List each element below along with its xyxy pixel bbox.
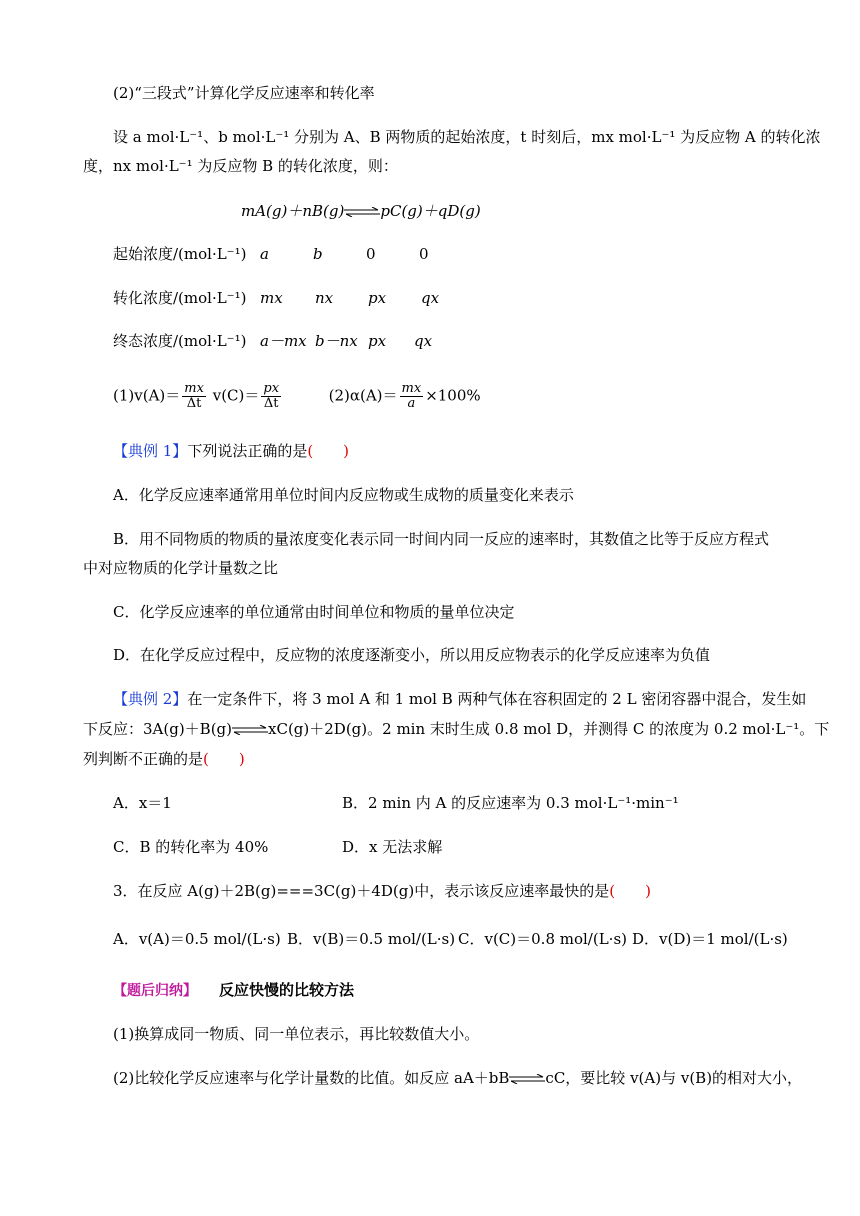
fraction: $\frac{mx}{\Delta t}$ [184,381,204,411]
row-label-converted: 转化浓度/(mol·L⁻¹) [113,289,247,307]
table-cell: 0 [419,245,429,263]
summary-point-2: (2)比较化学反应速率与化学计量数的比值。如反应 aA＋bB cC，要比较 v(A)与 v(B)的相对大小， [113,1069,803,1087]
example-1-option-b: B．用不同物质的物质的量浓度变化表示同一时间内同一反应的速率时，其数值之比等于反应方程式 [113,530,770,548]
table-cell: a [260,245,269,263]
table-cell: nx [315,289,334,307]
example-2-line-1: 【典例 2】在一定条件下，将 3 mol A 和 1 mol B 两种气体在容积固定的 2 L 密闭容器中混合，发生如 [113,690,807,708]
example-2-option-c: C．B 的转化率为 40% [113,838,269,856]
summary-tag: 【题后归纳】 [113,983,197,999]
equation-right: pC(g)＋qD(g) [380,202,481,220]
answer-paren: ( ) [203,750,245,768]
table-cell: b [313,245,323,263]
table-cell: px [368,289,387,307]
table-cell: mx [260,289,283,307]
formula-3-suffix: ×100% [425,386,481,405]
example-2-option-b: B．2 min 内 A 的反应速率为 0.3 mol·L⁻¹·min⁻¹ [342,794,679,812]
intro-line-2: 度，nx mol·L⁻¹ 为反应物 B 的转化浓度，则： [83,157,398,175]
example-1-option-a: A．化学反应速率通常用单位时间内反应物或生成物的质量变化来表示 [113,486,574,504]
example-2-option-a: A．x＝1 [113,794,172,812]
table-cell: b－nx [315,332,358,350]
formula-1-prefix: (1)v(A)＝ [113,386,181,405]
question-3: 3．在反应 A(g)＋2B(g)===3C(g)＋4D(g)中，表示该反应速率最快的是( ) [113,882,651,900]
equilibrium-arrow-icon [509,1074,545,1084]
example-1-option-d: D．在化学反应过程中，反应物的浓度逐渐变小，所以用反应物表示的化学反应速率为负值 [113,646,711,664]
equilibrium-arrow-icon [344,207,380,217]
question-3-option-a: A．v(A)＝0.5 mol/(L·s) [113,930,281,948]
summary-point-1: (1)换算成同一物质、同一单位表示，再比较数值大小。 [113,1025,480,1043]
example-1-option-c: C．化学反应速率的单位通常由时间单位和物质的量单位决定 [113,603,515,621]
equation-left: mA(g)＋nB(g) [241,202,345,220]
example-2-line-3: 列判断不正确的是( ) [83,750,245,768]
example-2-option-d: D．x 无法求解 [342,838,443,856]
example-2-tag: 【典例 2】 [113,690,188,708]
fraction: $\frac{mx}{a}$ [401,381,422,411]
formula-3-prefix: (2)α(A)＝ [328,386,398,405]
summary-title: 反应快慢的比较方法 [219,981,355,999]
summary-heading [113,980,354,1001]
intro-line-1: 设 a mol·L⁻¹、b mol·L⁻¹ 分别为 A、B 两物质的起始浓度，t 时刻后，mx mol·L⁻¹ 为反应物 A 的转化浓 [113,128,821,146]
example-1-text: 下列说法正确的是 [187,442,308,460]
example-1-question [113,441,349,461]
example-2-line-2: 下反应：3A(g)＋B(g) xC(g)＋2D(g)。2 min 末时生成 0.8 mol D，并测得 C 的浓度为 0.2 mol·L⁻¹。下 [83,720,830,738]
answer-paren: ( ) [307,442,350,460]
section-heading: (2)“三段式”计算化学反应速率和转化率 [113,84,375,102]
question-3-option-b: B．v(B)＝0.5 mol/(L·s) [287,930,456,948]
answer-paren: ( ) [609,882,651,900]
equilibrium-arrow-icon [232,725,268,735]
table-cell: px [368,332,387,350]
table-cell: a－mx [260,332,307,350]
table-cell: qx [414,332,433,350]
reaction-equation [241,201,481,221]
formula-2-prefix: v(C)＝ [212,386,260,405]
example-1-tag: 【典例 1】 [113,442,188,460]
table-cell: qx [421,289,440,307]
example-1-option-b-cont: 中对应物质的化学计量数之比 [83,559,279,577]
row-label-initial: 起始浓度/(mol·L⁻¹) [113,245,247,263]
rate-formulas [113,382,481,411]
question-3-option-c: C．v(C)＝0.8 mol/(L·s) [458,930,627,948]
question-3-option-d: D．v(D)＝1 mol/(L·s) [632,930,788,948]
table-cell: 0 [366,245,376,263]
row-label-final: 终态浓度/(mol·L⁻¹) [113,332,247,350]
fraction: $\frac{px}{\Delta t}$ [263,381,280,411]
